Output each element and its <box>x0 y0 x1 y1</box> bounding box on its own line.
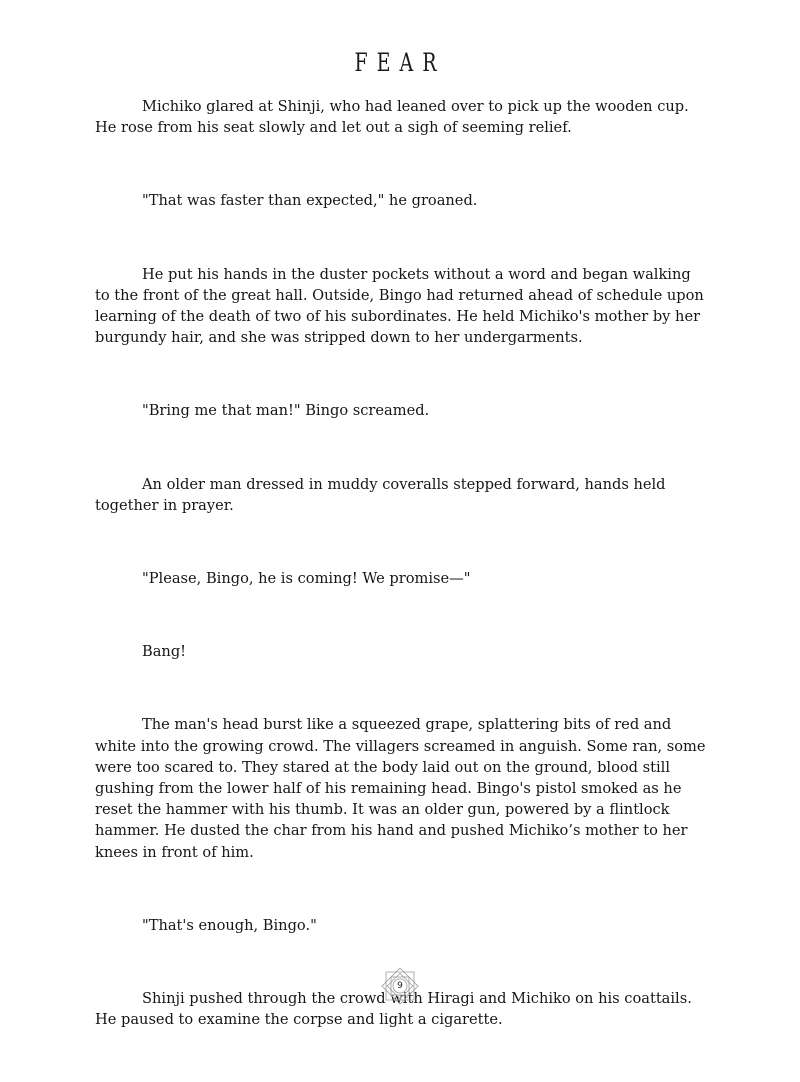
paragraph: "That was faster than expected," he groaned. <box>142 192 478 210</box>
body-text <box>95 96 707 1082</box>
paragraph: Bang! <box>142 643 187 661</box>
paragraph: Michiko glared at Shinji, who had leaned over to pick up the wooden cup. He rose from his seat slowly and let out a sigh of seeming relief. <box>95 98 689 137</box>
page-number: 9 <box>397 981 403 991</box>
page-folio <box>379 967 421 1005</box>
paragraph: An older man dressed in muddy coveralls stepped forward, hands held together in prayer. <box>95 475 666 514</box>
paragraph: "Bring me that man!" Bingo screamed. <box>142 402 430 420</box>
paragraph: He put his hands in the duster pockets without a word and began walking to the front of the great hall. Outside, Bingo had returned ahead of schedule upon learning of the death of two of his subordinates. He held Michiko's mother by her burgundy hair, and she was stripped down to her undergarments. <box>95 265 704 347</box>
paragraph: "That's enough, Bingo." <box>142 916 317 934</box>
paragraph: The man's head burst like a squeezed grape, splattering bits of red and white into the growing crowd. The villagers screamed in anguish. Some ran, some were too scared to. They stared at the body laid out on the ground, blood still gushing from the lower half of his remaining head. Bingo's pistol smoked as he reset the hammer with his thumb. It was an older gun, powered by a flintlock hammer. He dusted the char from his hand and pushed Michiko’s mother to her knees in front of him. <box>95 716 706 861</box>
paragraph: "Please, Bingo, he is coming! We promise—" <box>142 570 471 588</box>
paragraph: Shinji pushed through the crowd with Hiragi and Michiko on his coattails. He paused to examine the corpse and light a cigarette. <box>95 990 692 1029</box>
page-title: FEAR <box>354 48 446 78</box>
